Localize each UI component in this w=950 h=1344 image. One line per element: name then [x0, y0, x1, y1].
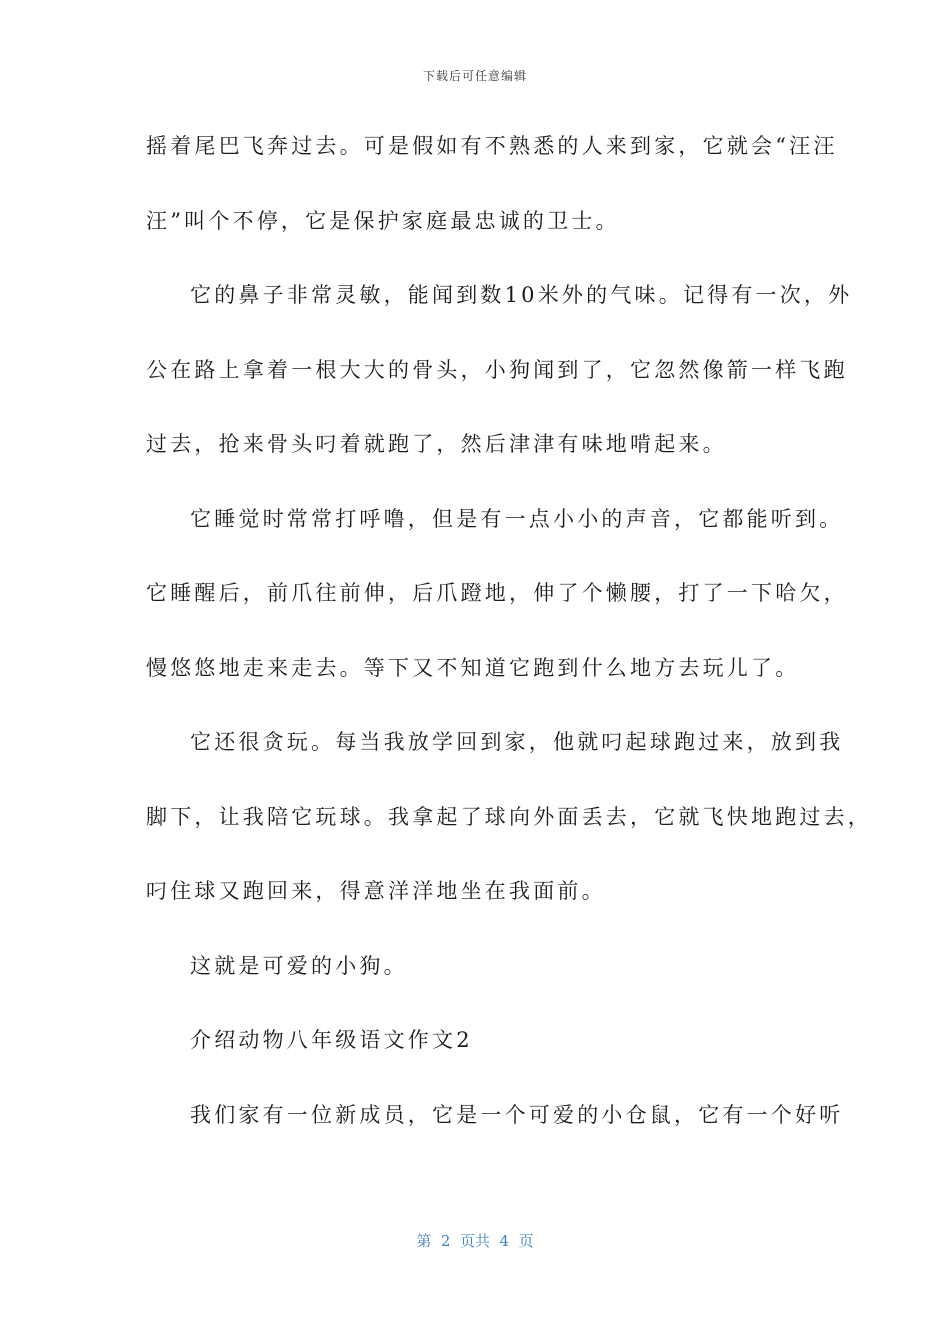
- text-line: 慢悠悠地走来走去。等下又不知道它跑到什么地方去玩儿了。: [146, 656, 800, 680]
- page-number-footer: 第 2 页共 4 页: [416, 1232, 534, 1250]
- text-line: 过去，抢来骨头叼着就跑了，然后津津有味地啃起来。: [146, 432, 727, 456]
- section-heading: 介绍动物八年级语文作文2: [190, 1028, 473, 1052]
- text-line: 它睡醒后，前爪往前伸，后爪蹬地，伸了个懒腰，打了一下哈欠，: [146, 581, 848, 605]
- text-line: 摇着尾巴飞奔过去。可是假如有不熟悉的人来到家，它就会“汪汪: [146, 134, 838, 158]
- page-header: 下载后可任意编辑: [422, 69, 527, 83]
- paragraph-first-line: 它的鼻子非常灵敏，能闻到数10米外的气味。记得有一次，外: [190, 283, 853, 307]
- text-line: 叼住球又跑回来，得意洋洋地坐在我面前。: [146, 879, 606, 903]
- paragraph-first-line: 它还很贪玩。每当我放学回到家，他就叼起球跑过来，放到我: [190, 730, 844, 754]
- text-line: 汪”叫个不停，它是保护家庭最忠诚的卫士。: [146, 209, 620, 233]
- paragraph-first-line: 我们家有一位新成员，它是一个可爱的小仓鼠，它有一个好听: [190, 1103, 844, 1127]
- text-line: 公在路上拿着一根大大的骨头，小狗闻到了，它忽然像箭一样飞跑: [146, 358, 848, 382]
- text-line: 脚下，让我陪它玩球。我拿起了球向外面丢去，它就飞快地跑过去，: [146, 805, 872, 829]
- paragraph-first-line: 它睡觉时常常打呼噜，但是有一点小小的声音，它都能听到。: [190, 507, 844, 531]
- paragraph-first-line: 这就是可爱的小狗。: [190, 954, 408, 978]
